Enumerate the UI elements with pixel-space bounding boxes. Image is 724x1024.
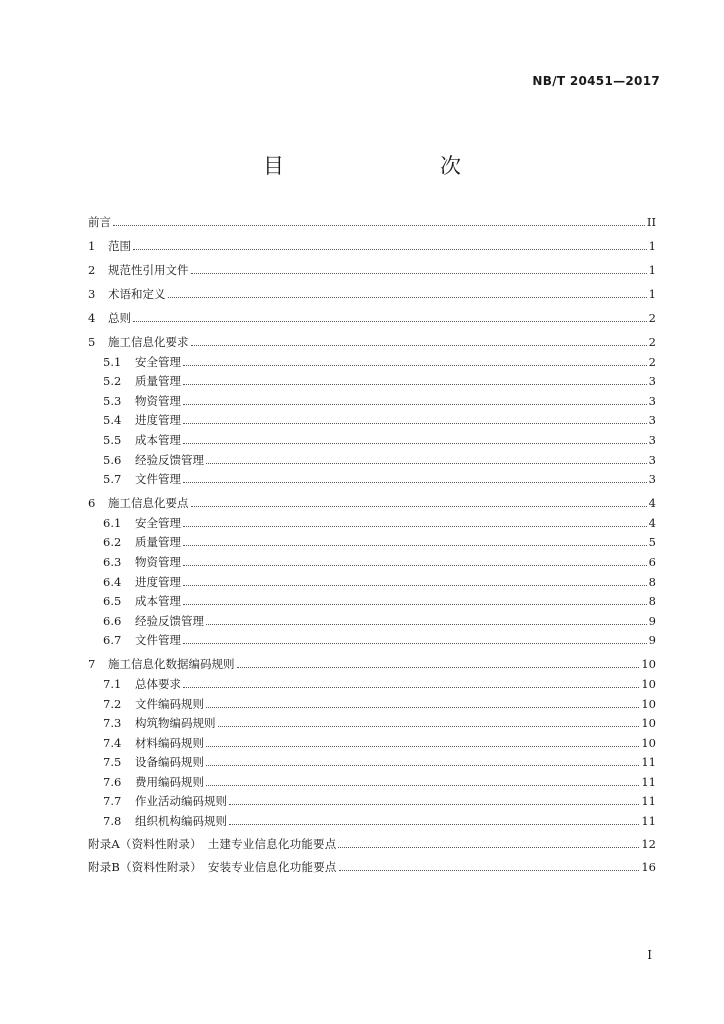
toc-entry-number: 7.1 bbox=[103, 676, 122, 691]
toc-entry-label: 物资管理 bbox=[135, 554, 181, 569]
toc-entry-label: 进度管理 bbox=[135, 413, 181, 428]
toc-entry-page: 3 bbox=[648, 413, 656, 428]
toc-entry-label: 进度管理 bbox=[135, 574, 181, 589]
toc-entry[interactable] bbox=[88, 349, 656, 369]
toc-entry-page: 4 bbox=[648, 515, 656, 530]
toc-entry-page: 1 bbox=[648, 263, 656, 277]
toc-entry-page: 12 bbox=[641, 837, 656, 852]
toc-entry-label: 设备编码规则 bbox=[135, 755, 204, 770]
toc-entry-number: 6.2 bbox=[103, 535, 122, 550]
toc-entry[interactable] bbox=[88, 789, 656, 809]
toc-entry-page: 3 bbox=[648, 393, 656, 408]
toc-entry-number: 7.8 bbox=[103, 814, 122, 829]
toc-entry-page: 2 bbox=[648, 311, 656, 325]
toc-entry-page: 3 bbox=[648, 472, 656, 487]
toc-leader-dots bbox=[183, 443, 647, 444]
toc-entry-number: 6.3 bbox=[103, 554, 122, 569]
toc-entry-number: 7.5 bbox=[103, 755, 122, 770]
page-number: I bbox=[647, 948, 652, 962]
toc-entry-label: 文件编码规则 bbox=[135, 696, 204, 711]
toc-entry[interactable] bbox=[88, 388, 656, 408]
toc-leader-dots bbox=[183, 565, 647, 566]
toc-entry-number: 6.7 bbox=[103, 633, 122, 648]
toc-leader-dots bbox=[206, 707, 639, 708]
toc-leader-dots bbox=[206, 785, 639, 786]
toc-leader-dots bbox=[191, 273, 647, 274]
toc-entry-label: 材料编码规则 bbox=[135, 735, 204, 750]
toc-leader-dots bbox=[113, 225, 645, 226]
toc-leader-dots bbox=[168, 297, 647, 298]
toc-entry[interactable] bbox=[88, 711, 656, 731]
toc-entry-label: 施工信息化数据编码规则 bbox=[108, 657, 235, 672]
toc-entry-page: 10 bbox=[641, 696, 656, 711]
toc-entry-label: 物资管理 bbox=[135, 393, 181, 408]
toc-leader-dots bbox=[218, 726, 640, 727]
toc-entry-page: 6 bbox=[648, 554, 656, 569]
toc-leader-dots bbox=[237, 667, 640, 668]
toc-entry-number: 5.7 bbox=[103, 472, 122, 487]
toc-entry-number: 7.7 bbox=[103, 794, 122, 809]
toc-entry[interactable] bbox=[88, 253, 656, 277]
toc-leader-dots bbox=[183, 643, 647, 644]
toc-entry[interactable] bbox=[88, 467, 656, 487]
toc-leader-dots bbox=[183, 526, 647, 527]
toc-entry[interactable] bbox=[88, 828, 656, 851]
toc-leader-dots bbox=[206, 765, 639, 766]
toc-entry-label: 组织机构编码规则 bbox=[135, 814, 227, 829]
toc-entry-number: 5.5 bbox=[103, 432, 122, 447]
toc-entry-label: 质量管理 bbox=[135, 535, 181, 550]
toc-entry-page: 3 bbox=[648, 374, 656, 389]
toc-entry-page: 2 bbox=[648, 335, 656, 349]
toc-entry-number: 5.4 bbox=[103, 413, 122, 428]
toc-entry-number: 7 bbox=[88, 657, 96, 672]
toc-leader-dots bbox=[183, 482, 647, 483]
toc-entry-label: 费用编码规则 bbox=[135, 774, 204, 789]
toc-entry[interactable] bbox=[88, 510, 656, 530]
toc-leader-dots bbox=[229, 824, 639, 825]
toc-leader-dots bbox=[229, 804, 639, 805]
toc-entry-page: 1 bbox=[648, 239, 656, 253]
toc-entry-number: 5 bbox=[88, 335, 96, 349]
toc-leader-dots bbox=[183, 404, 647, 405]
toc-entry-number: 2 bbox=[88, 263, 96, 277]
toc-leader-dots bbox=[183, 423, 647, 424]
toc-entry-page: 1 bbox=[648, 287, 656, 301]
toc-entry-label: 经验反馈管理 bbox=[135, 452, 204, 467]
toc-entry[interactable] bbox=[88, 769, 656, 789]
toc-entry[interactable] bbox=[88, 277, 656, 301]
toc-entry-number: 7.6 bbox=[103, 774, 122, 789]
toc-entry-number: 5.3 bbox=[103, 393, 122, 408]
toc-leader-dots bbox=[338, 847, 639, 848]
toc-entry[interactable] bbox=[88, 229, 656, 253]
toc-entry-number: 6.1 bbox=[103, 515, 122, 530]
toc-entry[interactable] bbox=[88, 447, 656, 467]
toc-entry[interactable] bbox=[88, 205, 656, 229]
toc-leader-dots bbox=[183, 585, 647, 586]
toc-entry-number: 7.3 bbox=[103, 716, 122, 731]
toc-entry-label: 范围 bbox=[108, 239, 131, 253]
toc-entry-page: 10 bbox=[641, 657, 656, 672]
toc-entry[interactable] bbox=[88, 589, 656, 609]
toc-entry-page: 9 bbox=[648, 633, 656, 648]
toc-entry-number: 6 bbox=[88, 496, 96, 511]
toc-entry-page: 8 bbox=[648, 594, 656, 609]
toc-entry[interactable] bbox=[88, 730, 656, 750]
toc-entry-number: 5.6 bbox=[103, 452, 122, 467]
toc-entry-page: 11 bbox=[641, 755, 656, 770]
toc-entry-label: 安全管理 bbox=[135, 354, 181, 369]
toc-entry-label: 安全管理 bbox=[135, 515, 181, 530]
toc-entry-label: 总则 bbox=[108, 311, 131, 325]
toc-entry-page: 8 bbox=[648, 574, 656, 589]
toc-entry[interactable] bbox=[88, 427, 656, 447]
toc-leader-dots bbox=[339, 870, 640, 871]
toc-entry-number: 1 bbox=[88, 239, 96, 253]
toc-entry[interactable] bbox=[88, 750, 656, 770]
toc-entry-page: 11 bbox=[641, 794, 656, 809]
toc-entry-number: 6.4 bbox=[103, 574, 122, 589]
toc-entry[interactable] bbox=[88, 647, 656, 671]
toc-entry-label: 附录A（资料性附录） 土建专业信息化功能要点 bbox=[88, 837, 337, 852]
toc-entry[interactable] bbox=[88, 628, 656, 648]
toc-entry[interactable] bbox=[88, 408, 656, 428]
table-of-contents bbox=[88, 205, 656, 874]
toc-entry[interactable] bbox=[88, 808, 656, 828]
toc-entry-page: 11 bbox=[641, 774, 656, 789]
toc-entry-label: 构筑物编码规则 bbox=[135, 716, 216, 731]
toc-entry[interactable] bbox=[88, 671, 656, 691]
toc-leader-dots bbox=[183, 545, 647, 546]
standard-code: NB/T 20451—2017 bbox=[532, 74, 660, 88]
toc-entry-number: 5.2 bbox=[103, 374, 122, 389]
toc-leader-dots bbox=[183, 384, 647, 385]
toc-entry-page: II bbox=[646, 215, 656, 229]
toc-entry[interactable] bbox=[88, 486, 656, 510]
toc-entry-number: 7.2 bbox=[103, 696, 122, 711]
toc-entry[interactable] bbox=[88, 549, 656, 569]
toc-entry[interactable] bbox=[88, 569, 656, 589]
toc-entry-label: 成本管理 bbox=[135, 432, 181, 447]
toc-entry-page: 16 bbox=[641, 860, 656, 875]
toc-entry[interactable] bbox=[88, 369, 656, 389]
toc-entry-page: 9 bbox=[648, 613, 656, 628]
toc-entry-number: 7.4 bbox=[103, 735, 122, 750]
toc-entry-number: 3 bbox=[88, 287, 96, 301]
toc-entry[interactable] bbox=[88, 301, 656, 325]
page-title: 目 次 bbox=[263, 154, 499, 178]
toc-entry-page: 5 bbox=[648, 535, 656, 550]
toc-entry[interactable] bbox=[88, 530, 656, 550]
toc-entry[interactable] bbox=[88, 851, 656, 874]
toc-entry-label: 术语和定义 bbox=[108, 287, 166, 301]
toc-leader-dots bbox=[206, 463, 647, 464]
toc-entry-number: 6.6 bbox=[103, 613, 122, 628]
toc-leader-dots bbox=[206, 746, 639, 747]
toc-entry-page: 4 bbox=[648, 496, 656, 511]
toc-leader-dots bbox=[183, 687, 639, 688]
toc-entry-label: 施工信息化要求 bbox=[108, 335, 189, 349]
toc-leader-dots bbox=[183, 604, 647, 605]
toc-entry-label: 规范性引用文件 bbox=[108, 263, 189, 277]
toc-entry-label: 总体要求 bbox=[135, 676, 181, 691]
toc-leader-dots bbox=[183, 365, 647, 366]
toc-entry-page: 3 bbox=[648, 432, 656, 447]
toc-entry-label: 质量管理 bbox=[135, 374, 181, 389]
toc-entry-page: 11 bbox=[641, 814, 656, 829]
toc-entry-number: 6.5 bbox=[103, 594, 122, 609]
toc-entry-label: 施工信息化要点 bbox=[108, 496, 189, 511]
toc-entry-label: 前言 bbox=[88, 215, 111, 229]
toc-entry-page: 3 bbox=[648, 452, 656, 467]
toc-leader-dots bbox=[206, 624, 647, 625]
toc-leader-dots bbox=[191, 506, 647, 507]
toc-entry-label: 经验反馈管理 bbox=[135, 613, 204, 628]
toc-entry-number: 5.1 bbox=[103, 354, 122, 369]
toc-entry[interactable] bbox=[88, 691, 656, 711]
toc-entry-page: 2 bbox=[648, 354, 656, 369]
toc-entry-page: 10 bbox=[641, 735, 656, 750]
toc-entry[interactable] bbox=[88, 608, 656, 628]
toc-entry-label: 附录B（资料性附录） 安装专业信息化功能要点 bbox=[88, 860, 337, 875]
toc-entry-label: 作业活动编码规则 bbox=[135, 794, 227, 809]
toc-entry-label: 文件管理 bbox=[135, 633, 181, 648]
toc-leader-dots bbox=[133, 321, 647, 322]
toc-leader-dots bbox=[133, 249, 647, 250]
toc-entry-label: 成本管理 bbox=[135, 594, 181, 609]
toc-entry-page: 10 bbox=[641, 676, 656, 691]
toc-entry-number: 4 bbox=[88, 311, 96, 325]
toc-leader-dots bbox=[191, 345, 647, 346]
toc-entry-page: 10 bbox=[641, 716, 656, 731]
toc-entry[interactable] bbox=[88, 325, 656, 349]
toc-entry-label: 文件管理 bbox=[135, 472, 181, 487]
